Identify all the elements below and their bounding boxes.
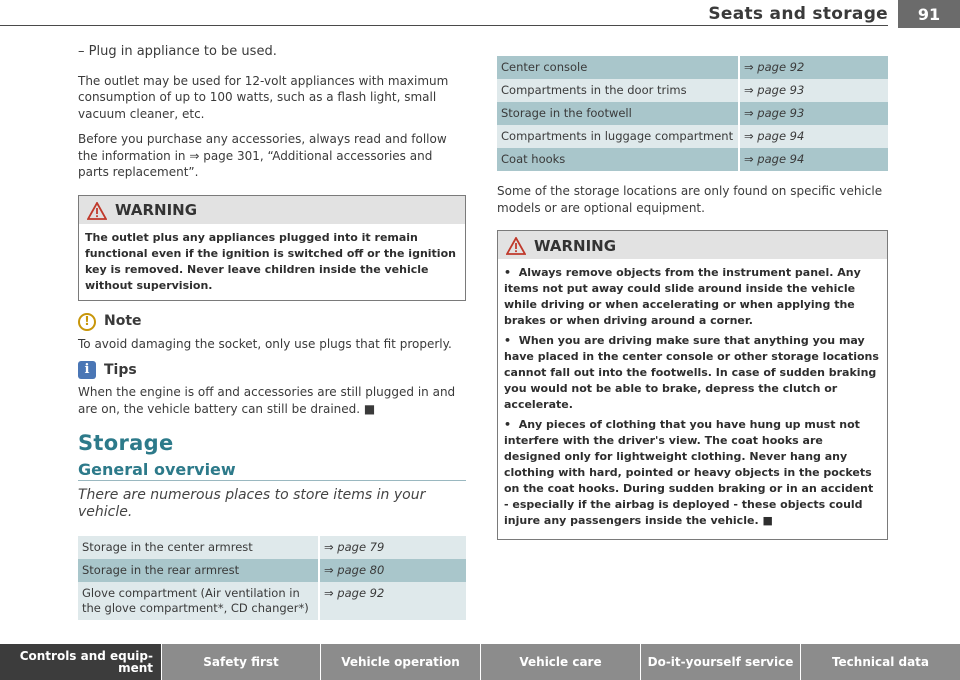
table-row (497, 79, 888, 102)
warning-bullet: • When you are driving make sure that anything you may have placed in the center console or other storage locations cannot fall out into the footwells. In case of sudden braking you would not be able to brake, depress the clutch or accelerate. (504, 334, 879, 411)
warning-header (498, 231, 887, 259)
warning-bullet-text: Any pieces of clothing that you have hung up must not interfere with the driver's view. The coat hooks are designed only for lightweight clothing. Never hang any clothing with hard, pointed or heavy objects in the pockets on the coat hooks. During sudden braking or in an accident - especially if the airbag is deployed - these objects could injure any passengers inside the vehicle. ■ (504, 418, 874, 527)
table-row (497, 125, 888, 148)
paragraph: Some of the storage locations are only found on specific vehicle models or are optional equipment. (497, 184, 883, 215)
nav-tab-technical-data[interactable]: Technical data (801, 644, 960, 680)
table-row (78, 582, 466, 620)
right-column (497, 56, 888, 552)
tips-title: Tips (104, 361, 137, 378)
chapter-nav (0, 644, 960, 680)
table-row (497, 148, 888, 171)
warning-box (497, 230, 888, 540)
note-exclamation-icon: ! (78, 313, 96, 331)
table-cell-item: Storage in the footwell (497, 102, 739, 125)
table-cell-item: Storage in the center armrest (78, 536, 319, 559)
tips-text: When the engine is off and accessories are still plugged in and are on, the vehicle battery can still be drained. ■ (78, 385, 456, 416)
warning-bullet-text: Always remove objects from the instrument panel. Any items not put away could slide around inside the vehicle while driving or when accelerating or when applying the brakes or when driving around a corner. (504, 266, 861, 327)
warning-text: The outlet plus any appliances plugged into it remain functional even if the ignition is switched off or the ignition key is removed. Never leave children inside the vehicle without supervision. (85, 230, 456, 292)
table-row (497, 102, 888, 125)
instruction-step: – Plug in appliance to be used. (78, 44, 277, 59)
warning-box (78, 195, 466, 301)
nav-tab-controls[interactable]: Controls and equip-ment (0, 644, 162, 680)
storage-heading: Storage (78, 431, 174, 455)
overview-heading: General overview (78, 462, 466, 482)
paragraph: The outlet may be used for 12-volt appliances with maximum consumption of up to 100 watts, such as a flash light, small vacuum cleaner, etc. (78, 73, 449, 121)
header-rule (0, 25, 888, 26)
page-reference-link[interactable]: ⇒ page 79 (319, 536, 466, 559)
warning-title: WARNING (534, 236, 617, 255)
nav-tab-vehicle-care[interactable]: Vehicle care (481, 644, 641, 680)
page-number: 91 (898, 0, 960, 28)
table-row (78, 559, 466, 582)
tips-header (78, 361, 466, 379)
table-cell-item: Compartments in luggage compartment (497, 125, 739, 148)
table-cell-item: Compartments in the door trims (497, 79, 739, 102)
info-icon: i (78, 361, 96, 379)
note-header (78, 313, 466, 331)
nav-tab-vehicle-operation[interactable]: Vehicle operation (321, 644, 481, 680)
paragraph: Before you purchase any accessories, always read and follow the information in ⇒ page 301, “Additional accessories and parts replacement”. (78, 132, 447, 179)
intro-text: There are numerous places to store items in your vehicle. (78, 487, 426, 520)
section-title: Seats and storage (708, 4, 888, 24)
warning-triangle-icon (506, 237, 526, 255)
table-cell-item: Coat hooks (497, 148, 739, 171)
warning-bullet: • Any pieces of clothing that you have hung up must not interfere with the driver's view. The coat hooks are designed only for lightweight clothing. Never hang any clothing with hard, pointed or heavy objects in the pockets on the coat hooks. During sudden braking or in an accident - especially if the airbag is deployed - these objects could injure any passengers inside the vehicle. ■ (504, 418, 874, 527)
page-reference-link[interactable]: ⇒ page 93 (739, 102, 888, 125)
warning-header (79, 196, 465, 224)
page-reference-link[interactable]: ⇒ page 93 (739, 79, 888, 102)
warning-triangle-icon (87, 202, 107, 220)
nav-tab-diy-service[interactable]: Do-it-yourself service (641, 644, 801, 680)
warning-bullet: • Always remove objects from the instrument panel. Any items not put away could slide around inside the vehicle while driving or when accelerating or when applying the brakes or when driving around a corner. (504, 266, 861, 327)
page-reference-link[interactable]: ⇒ page 94 (739, 148, 888, 171)
table-row (497, 56, 888, 79)
warning-bullet-text: When you are driving make sure that anything you may have placed in the center console or other storage locations cannot fall out into the footwells. In case of sudden braking you would not be able to brake, depress the clutch or accelerate. (504, 334, 879, 411)
page-reference-link[interactable]: ⇒ page 92 (739, 56, 888, 79)
page-reference-link[interactable]: ⇒ page 94 (739, 125, 888, 148)
table-cell-item: Storage in the rear armrest (78, 559, 319, 582)
left-column (78, 44, 466, 620)
page-reference-link[interactable]: ⇒ page 80 (319, 559, 466, 582)
table-row (78, 536, 466, 559)
storage-table-left (78, 536, 466, 620)
table-cell-item: Center console (497, 56, 739, 79)
nav-tab-safety[interactable]: Safety first (162, 644, 321, 680)
table-cell-item: Glove compartment (Air ventilation in the glove compartment*, CD changer*) (78, 582, 319, 620)
note-title: Note (104, 313, 142, 330)
storage-table-right (497, 56, 888, 171)
note-text: To avoid damaging the socket, only use plugs that fit properly. (78, 336, 452, 351)
warning-title: WARNING (115, 201, 198, 220)
warning-body (498, 259, 887, 539)
page-reference-link[interactable]: ⇒ page 92 (319, 582, 466, 620)
